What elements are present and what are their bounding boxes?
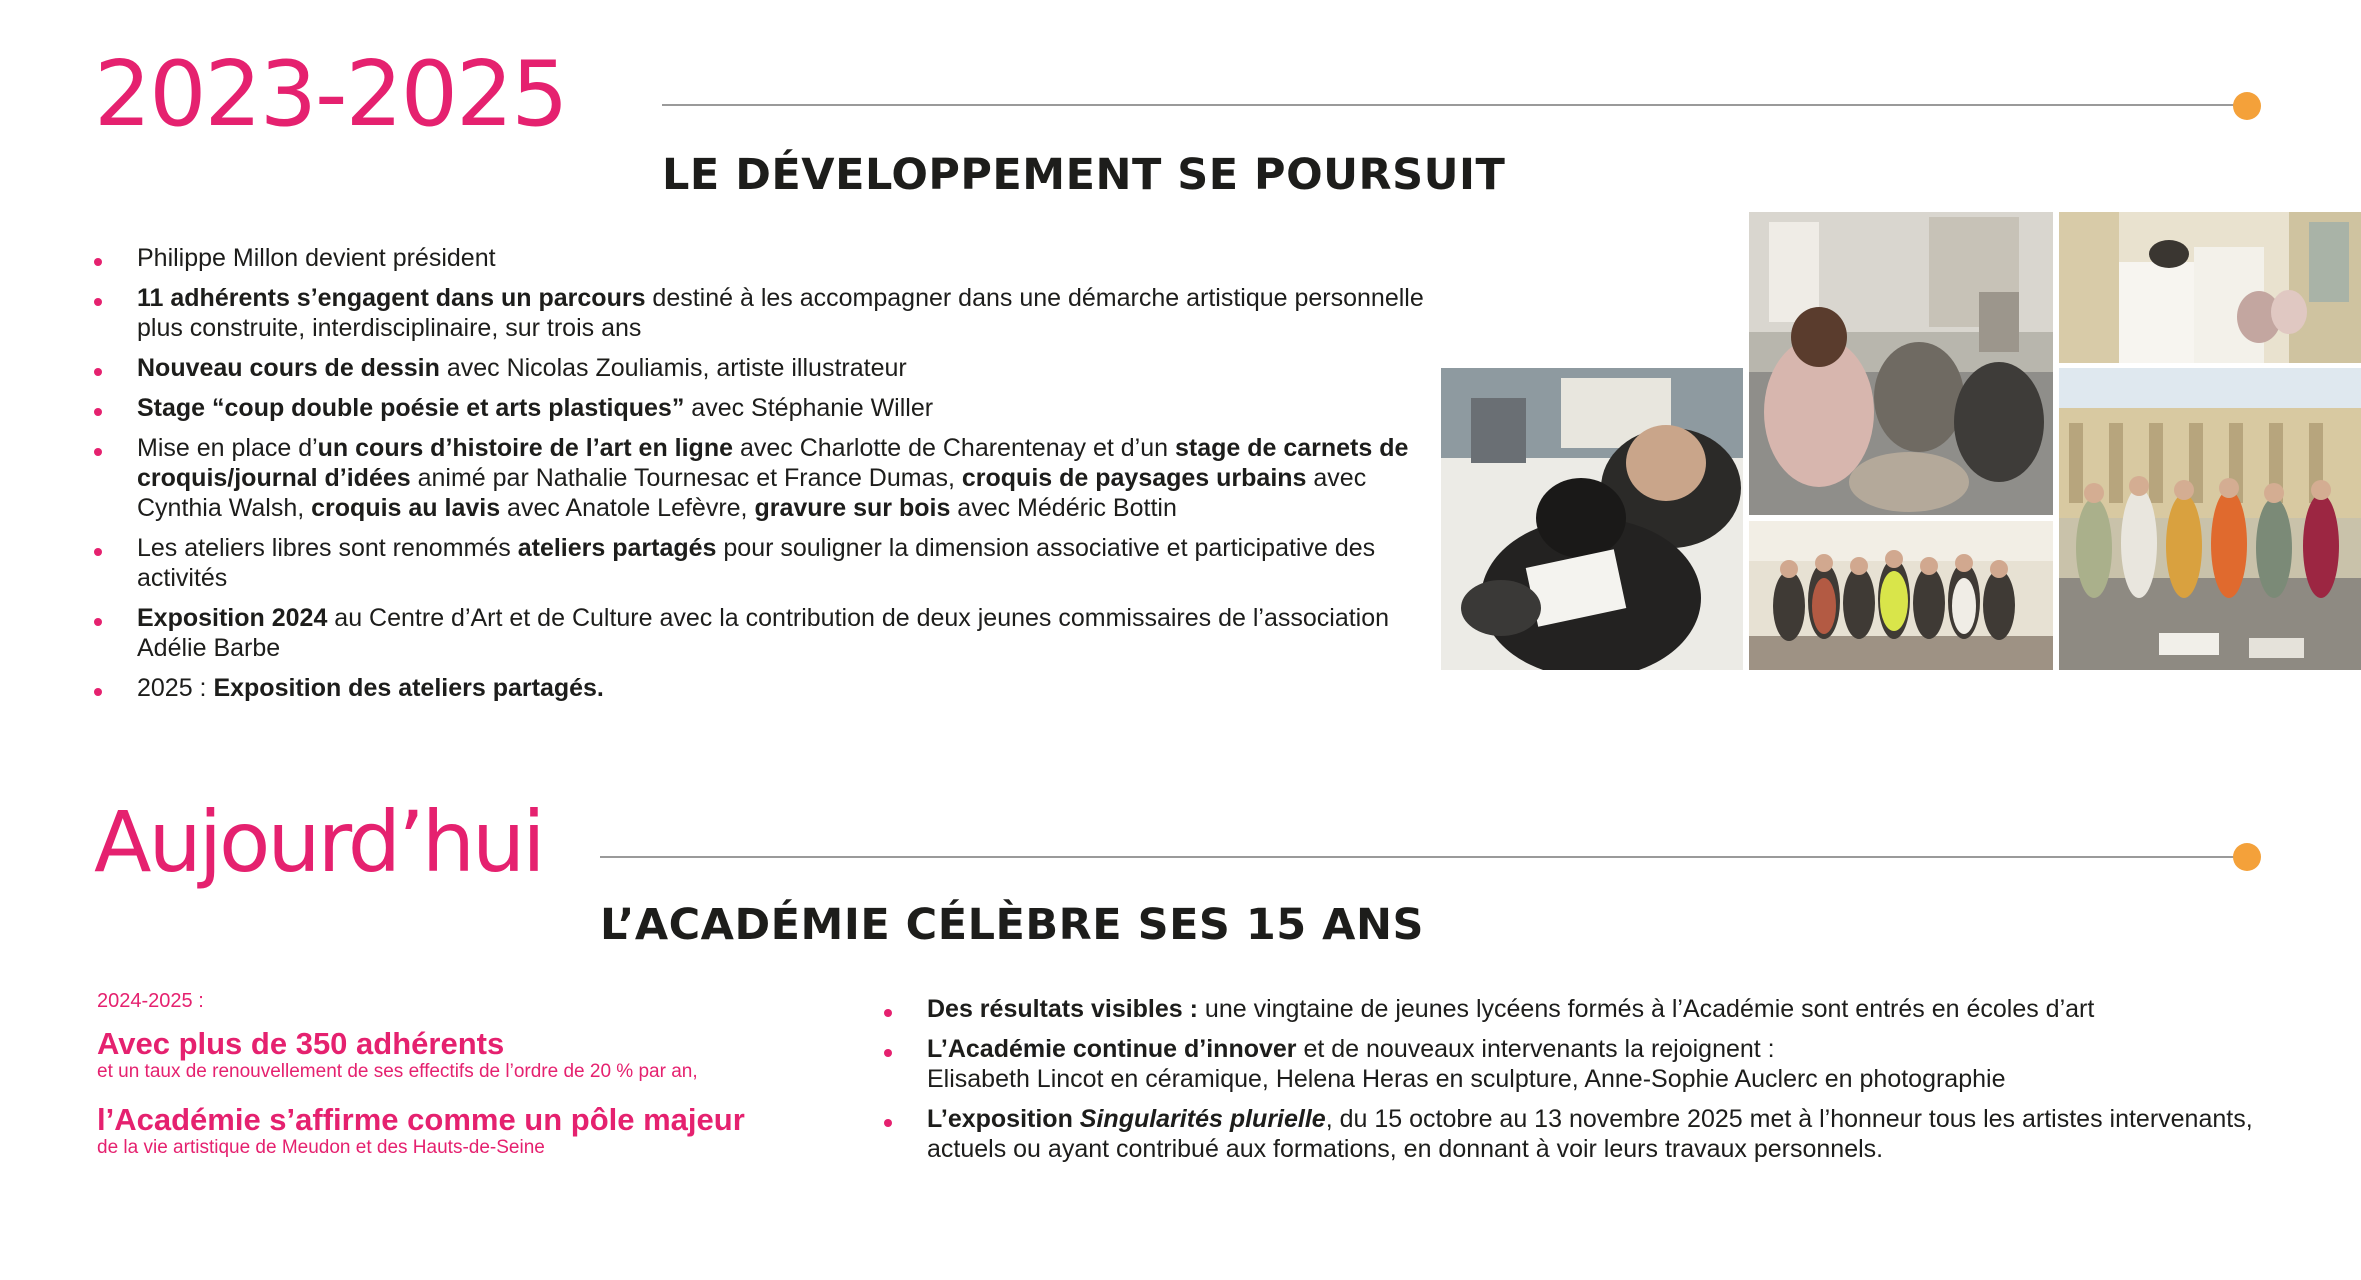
bullet-text-bold: stage de carnets de croquis/journal d’idées bbox=[137, 434, 1409, 492]
bullet-item bbox=[884, 1104, 2254, 1164]
bullet-text: Elisabeth Lincot en céramique, Helena Heras en sculpture, Anne-Sophie Auclerc en photographie bbox=[927, 1065, 2006, 1093]
headline-pole-majeur: l’Académie s’affirme comme un pôle majeur bbox=[97, 1102, 745, 1137]
section-title-2023-2025: 2023-2025 bbox=[94, 42, 567, 147]
bullet-text: avec Médéric Bottin bbox=[950, 494, 1177, 522]
bullet-text-bold: 11 adhérents s’engagent dans un parcours bbox=[137, 284, 646, 312]
period-label: 2024-2025 : bbox=[97, 990, 204, 1012]
bullet-text-bold: Singularités plurielle bbox=[1079, 1105, 1326, 1133]
bullet-text: destiné à les accompagner dans une démarche artistique personnelle plus construite, interdisciplinaire, sur trois ans bbox=[137, 284, 1424, 342]
bullet-text-bold: L’Académie continue d’innover bbox=[927, 1035, 1297, 1063]
development-bullet-list bbox=[94, 243, 1424, 713]
timeline-rule bbox=[662, 104, 2240, 106]
bullet-text: une vingtaine de jeunes lycéens formés à l’Académie sont entrés en écoles d’art bbox=[1197, 995, 2095, 1023]
bullet-text-bold: Nouveau cours de dessin bbox=[137, 354, 440, 382]
bullet-text-bold: Stage “coup double poésie et arts plastiques” bbox=[137, 394, 685, 422]
bullet-text: Les ateliers libres sont renommés bbox=[137, 534, 518, 562]
bullet-item bbox=[884, 1034, 2254, 1094]
photo-sculpture-exhibit bbox=[2059, 212, 2361, 363]
timeline-dot bbox=[2233, 843, 2261, 871]
bullet-text-bold: Exposition 2024 bbox=[137, 604, 328, 632]
photo-sketching-group bbox=[1749, 212, 2053, 515]
headline-adherents: Avec plus de 350 adhérents bbox=[97, 1026, 505, 1061]
detail-vie-artistique: de la vie artistique de Meudon et des Hauts-de-Seine bbox=[97, 1137, 545, 1158]
bullet-text: Philippe Millon devient président bbox=[137, 244, 496, 272]
bullet-item bbox=[884, 994, 2254, 1024]
section-subtitle-developpement: LE DÉVELOPPEMENT SE POURSUIT bbox=[662, 150, 1506, 200]
bullet-text: avec Stéphanie Willer bbox=[684, 394, 934, 422]
bullet-text-bold: croquis au lavis bbox=[311, 494, 501, 522]
timeline-rule bbox=[600, 856, 2240, 858]
bullet-text-bold: L’exposition bbox=[927, 1105, 1080, 1133]
bullet-text: pour souligner la dimension associative et participative des activités bbox=[137, 534, 1376, 592]
bullet-text: Mise en place d’ bbox=[137, 434, 318, 462]
bullet-text: avec Anatole Lefèvre, bbox=[500, 494, 755, 522]
bullet-item bbox=[94, 533, 1424, 593]
bullet-text: et de nouveaux intervenants la rejoignent : bbox=[1296, 1035, 1775, 1063]
bullet-text: animé par Nathalie Tournesac et France Dumas, bbox=[410, 464, 962, 492]
bullet-text-bold: un cours d’histoire de l’art en ligne bbox=[317, 434, 734, 462]
photo-group-outdoor bbox=[2059, 368, 2361, 670]
bullet-text: avec Cynthia Walsh, bbox=[137, 464, 1367, 522]
bullet-text-bold: croquis de paysages urbains bbox=[961, 464, 1307, 492]
section-subtitle-15-ans: L’ACADÉMIE CÉLÈBRE SES 15 ANS bbox=[600, 900, 1424, 950]
today-summary bbox=[97, 990, 857, 1179]
detail-renouvellement: et un taux de renouvellement de ses effectifs de l’ordre de 20 % par an, bbox=[97, 1061, 698, 1082]
bullet-item bbox=[94, 393, 1424, 423]
bullet-item bbox=[94, 243, 1424, 273]
bullet-item bbox=[94, 603, 1424, 663]
bullet-item bbox=[94, 283, 1424, 343]
bullet-item bbox=[94, 673, 1424, 703]
bullet-item bbox=[94, 353, 1424, 383]
bullet-text: 2025 : bbox=[137, 674, 214, 702]
bullet-text: au Centre d’Art et de Culture avec la contribution de deux jeunes commissaires de l’association Adélie Barbe bbox=[137, 604, 1390, 662]
bullet-text-bold: gravure sur bois bbox=[754, 494, 951, 522]
section-title-aujourdhui: Aujourd’hui bbox=[94, 793, 543, 891]
timeline-dot bbox=[2233, 92, 2261, 120]
photo-drawing-class bbox=[1441, 368, 1743, 670]
bullet-text: , du 15 octobre au 13 novembre 2025 met à l’honneur tous les artistes intervenants, actuels ou ayant contribué aux formations, en donnant à voir leurs travaux personnels. bbox=[927, 1105, 2253, 1163]
bullet-item bbox=[94, 433, 1424, 523]
bullet-text-bold: Des résultats visibles : bbox=[927, 995, 1198, 1023]
bullet-text-bold: Exposition des ateliers partagés. bbox=[213, 674, 604, 702]
bullet-text-bold: ateliers partagés bbox=[517, 534, 717, 562]
bullet-text: avec Nicolas Zouliamis, artiste illustrateur bbox=[439, 354, 907, 382]
bullet-text: avec Charlotte de Charentenay et d’un bbox=[733, 434, 1175, 462]
photo-group-portrait-indoor bbox=[1749, 521, 2053, 670]
today-bullet-list bbox=[884, 994, 2254, 1174]
